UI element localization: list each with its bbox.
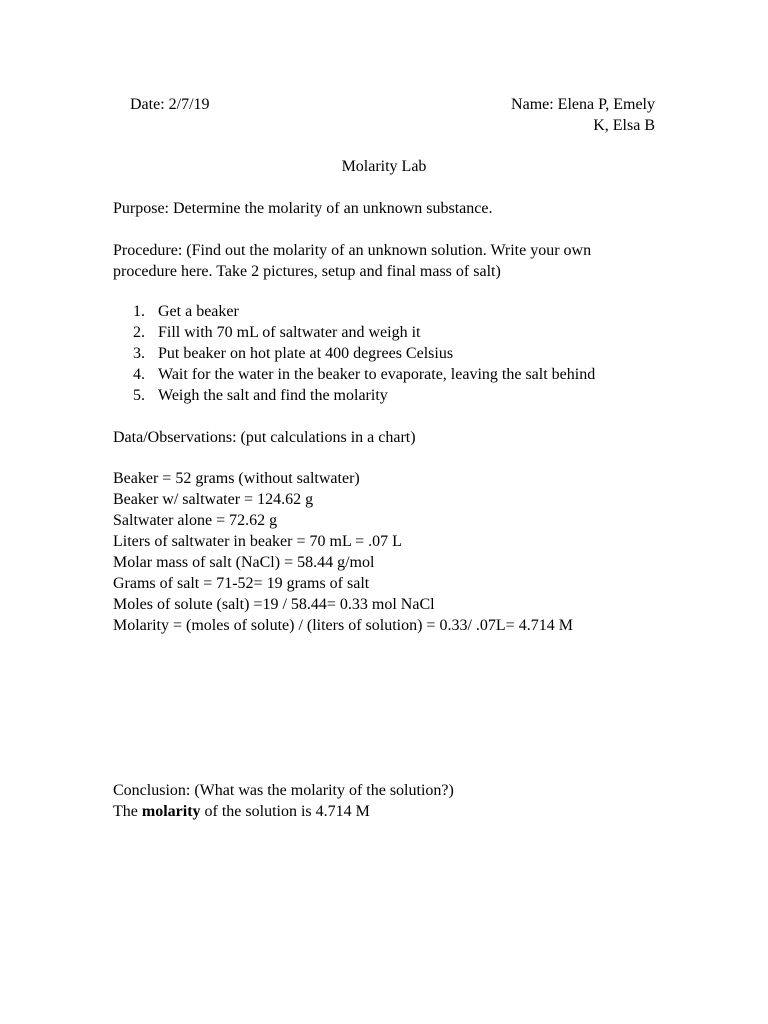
names-line-2: K, Elsa B — [593, 117, 655, 134]
purpose-text: Purpose: Determine the molarity of an unknown substance. — [113, 200, 493, 217]
observation-line: Grams of salt = 71-52= 19 grams of salt — [113, 575, 370, 592]
date-label: Date: 2/7/19 — [130, 96, 210, 113]
observation-line: Beaker = 52 grams (without saltwater) — [113, 470, 360, 487]
step-number: 1. — [133, 303, 145, 320]
names-label — [511, 94, 655, 136]
answer-prefix: The — [113, 803, 142, 820]
procedure-intro — [113, 240, 591, 282]
step-number: 4. — [133, 366, 145, 383]
procedure-step — [113, 343, 595, 364]
step-text: Fill with 70 mL of saltwater and weigh it — [158, 324, 421, 341]
step-text: Weigh the salt and find the molarity — [158, 387, 388, 404]
procedure-steps-list — [113, 301, 595, 406]
conclusion-answer — [113, 801, 370, 822]
step-text: Get a beaker — [158, 303, 239, 320]
procedure-intro-line-2: procedure here. Take 2 pictures, setup and final mass of salt) — [113, 263, 501, 280]
answer-bold-term: molarity — [141, 803, 201, 820]
procedure-step — [113, 301, 595, 322]
observation-line: Moles of solute (salt) =19 / 58.44= 0.33 mol NaCl — [113, 596, 435, 613]
conclusion-question: Conclusion: (What was the molarity of the solution?) — [113, 782, 454, 799]
step-number: 2. — [133, 324, 145, 341]
data-observations-heading: Data/Observations: (put calculations in a chart) — [113, 429, 416, 446]
step-text: Put beaker on hot plate at 400 degrees Celsius — [158, 345, 454, 362]
observation-line: Molarity = (moles of solute) / (liters of solution) = 0.33/ .07L= 4.714 M — [113, 617, 573, 634]
observation-line: Beaker w/ saltwater = 124.62 g — [113, 491, 314, 508]
procedure-step — [113, 322, 595, 343]
procedure-intro-line-1: Procedure: (Find out the molarity of an unknown solution. Write your own — [113, 242, 592, 259]
observation-line: Liters of saltwater in beaker = 70 mL = .07 L — [113, 533, 402, 550]
procedure-step — [113, 385, 595, 406]
step-text: Wait for the water in the beaker to evaporate, leaving the salt behind — [158, 366, 596, 383]
observation-line: Saltwater alone = 72.62 g — [113, 512, 278, 529]
document-title: Molarity Lab — [341, 158, 427, 175]
procedure-step — [113, 364, 595, 385]
step-number: 5. — [133, 387, 145, 404]
step-number: 3. — [133, 345, 145, 362]
observations-list — [113, 468, 573, 636]
answer-suffix: of the solution is 4.714 M — [200, 803, 370, 820]
names-line-1: Name: Elena P, Emely — [511, 96, 655, 113]
observation-line: Molar mass of salt (NaCl) = 58.44 g/mol — [113, 554, 375, 571]
